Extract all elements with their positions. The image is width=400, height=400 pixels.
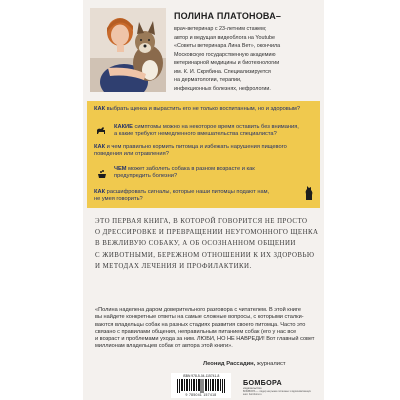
bio-line: на дерматологии, терапии, xyxy=(174,77,242,84)
review-line: вы найдете конкретные ответы на самые сложные вопросы, с которыми сталки- xyxy=(95,314,304,321)
bio-line: инфекционных болезнях, нефрологии. xyxy=(174,85,271,92)
dog-bowl-icon xyxy=(97,167,107,179)
author-bio xyxy=(174,25,318,93)
question-item xyxy=(114,124,299,139)
headline-line: О ДРЕССИРОВКЕ И ПРЕВРАЩЕНИИ НЕУГОМОННОГО ЩЕНКА xyxy=(95,229,319,237)
question-text: не умея говорить? xyxy=(94,196,143,203)
question-keyword: ЧЕМ xyxy=(114,166,127,172)
headline xyxy=(95,216,317,272)
book-back-cover xyxy=(83,0,324,400)
barcode-block xyxy=(171,373,231,398)
question-text: может заболеть собака в разном возрасте и как xyxy=(128,166,255,172)
barcode-number: 9 785041 157418 xyxy=(185,393,217,397)
review-line: связано с правилами общения, неправильным питанием собак (его у нас все xyxy=(95,328,297,335)
question-keyword: КАК xyxy=(94,189,106,195)
question-text: расшифровать сигналы, которые наши питомцы подают нам, xyxy=(106,189,270,195)
review-quote xyxy=(95,307,317,351)
question-text: симптомы можно на некоторое время оставить без внимания, xyxy=(134,124,299,130)
publisher-note: БОМБОРА — лидер на рынке полезных и вдохновляющих книг. bombora.ru xyxy=(243,390,311,396)
reviewer-name: Леонид Рассадин, xyxy=(203,361,256,367)
small-dog-icon xyxy=(95,125,107,137)
bio-line: Московскую государственную академию xyxy=(174,51,276,58)
bio-line: автор и ведущая видеоблога на Youtube xyxy=(174,34,275,41)
question-keyword: КАК xyxy=(94,106,106,112)
question-text: предупредить болезни? xyxy=(114,173,178,180)
question-keyword: КАКИЕ xyxy=(114,124,133,130)
sitting-dog-icon xyxy=(301,185,315,201)
publisher-tagline: издательство xyxy=(243,386,262,390)
question-item xyxy=(94,106,300,113)
bio-line: им. К. И. Скрябина. Специализируется xyxy=(174,68,271,75)
question-text: выбрать щенка и вырастить его не только воспитанным, но и здоровым? xyxy=(106,106,300,112)
question-text: и чем правильно кормить питомца и избежать нарушения пищевого xyxy=(106,144,287,150)
questions-panel xyxy=(87,101,320,208)
bio-line: ветеринарной медицины и биотехнологии xyxy=(174,60,280,67)
question-item xyxy=(114,166,255,181)
review-line: «Полина наделена даром доверительного разговора с читателем. В этой книге xyxy=(95,307,301,313)
author-photo xyxy=(90,8,166,92)
question-item xyxy=(94,144,287,159)
author-with-dog-illustration xyxy=(90,8,166,92)
reviewer-role: журналист xyxy=(255,361,286,367)
headline-line: В ВЕЖЛИВУЮ СОБАКУ, А ОБ ОСОЗНАННОМ ОБЩЕНИИ xyxy=(95,240,296,248)
question-keyword: КАК xyxy=(94,144,106,150)
headline-line: С ЖИВОТНЫМИ, БЕРЕЖНОМ ОТНОШЕНИИ К ИХ ЗДОРОВЬЮ xyxy=(95,251,315,259)
author-name: ПОЛИНА ПЛАТОНОВА– xyxy=(174,11,282,21)
question-text: а какие требуют немедленного вмешательства специалиста? xyxy=(114,131,277,138)
question-text: поведения или отравления? xyxy=(94,151,169,158)
isbn: ISBN 978-5-04-115741-8 xyxy=(182,374,220,378)
question-item xyxy=(94,189,269,204)
headline-line: И МЕТОДАХ ЛЕЧЕНИЯ И ПРОФИЛАКТИКИ. xyxy=(95,262,252,270)
review-line: и возраст и проблемами ухода за ним. ЛЮБИ, НО НЕ НАВРЕДИ! Вот главный совет xyxy=(95,336,315,342)
publisher-logo: БОМБОРА xyxy=(243,378,282,387)
reviewer xyxy=(203,361,286,367)
bio-line: «Советы ветеринара Лина Вет», окончила xyxy=(174,43,281,50)
headline-line: ЭТО ПЕРВАЯ КНИГА, В КОТОРОЙ ГОВОРИТСЯ НЕ ПРОСТО xyxy=(95,218,308,225)
review-line: ваются владельцы собак на разных стадиях развития своего питомца. Часто это xyxy=(95,321,306,328)
bio-line: врач-ветеринар с 23-летним стажем; xyxy=(174,26,267,32)
review-line: миллионам владельцев собак от автора этой книги». xyxy=(95,343,233,350)
barcode-icon xyxy=(177,379,225,393)
